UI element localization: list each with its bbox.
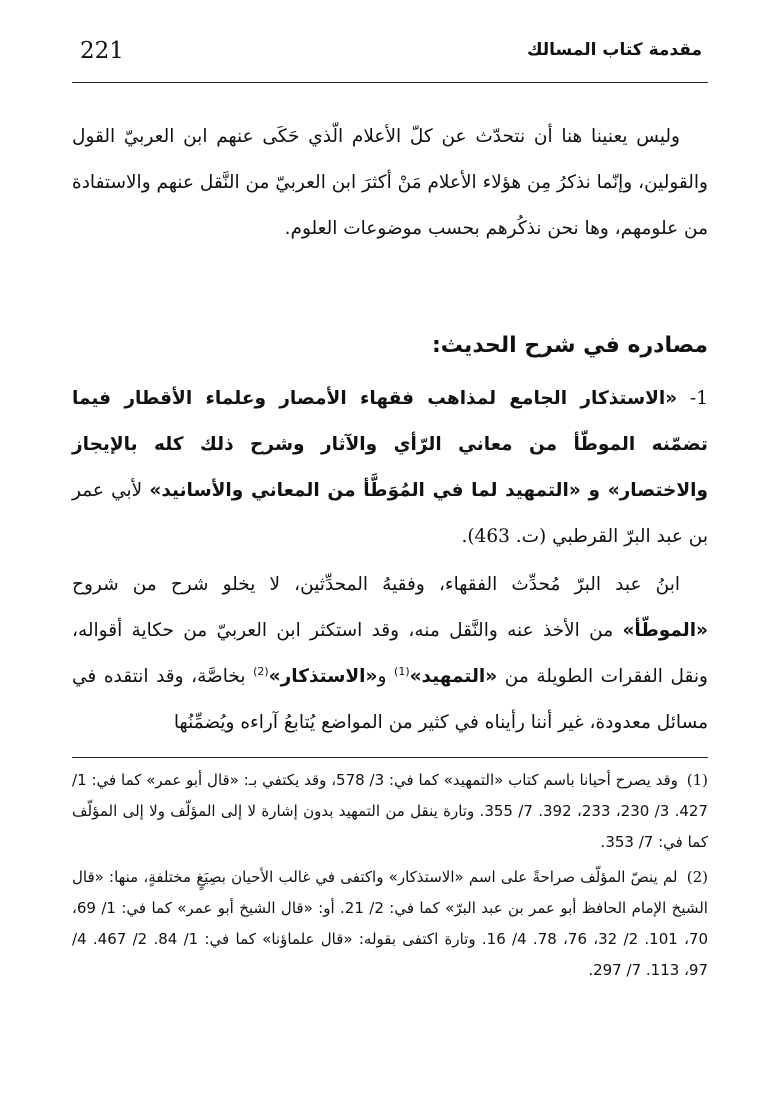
istidhkar-title: «الاستذكار»	[268, 666, 378, 687]
footnote-1	[72, 765, 708, 858]
ibn-paragraph-part1: ابنُ عبد البرّ مُحدِّث الفقهاء، وفقيهُ المحدِّثين، لا يخلو شرح من شروح	[72, 574, 680, 595]
intro-paragraph-text: وليس يعنينا هنا أن نتحدّث عن كلّ الأعلام الّذي حَكَى عنهم ابن العربيّ القول والقولين، وإنّما نذكرُ مِن هؤلاء الأعلام مَنْ أكثرَ ابن العربيّ من النَّقل عنهم والاستفادة من علومهم، وها نحن نذكُرهم بحسب موضوعات العلوم.	[72, 126, 708, 239]
footnote-marker: (2)	[686, 868, 708, 886]
ibn-paragraph-part3: بخاصَّة، وقد انتقده في مسائل معدودة، غير أننا رأيناه في كثير من المواضع يُتابعُ آراءه ويُضمِّنُها	[72, 666, 708, 733]
footnote-ref-2[interactable]: (2)	[253, 664, 269, 678]
ibn-abd-al-barr-paragraph	[72, 562, 708, 746]
intro-paragraph	[72, 114, 708, 252]
footnote-ref-1[interactable]: (1)	[394, 664, 410, 678]
section-heading: مصادره في شرح الحديث:	[431, 333, 708, 358]
footnote-2	[72, 862, 708, 986]
source-entry	[72, 376, 708, 560]
source-death-date: (ت. 463).	[461, 526, 547, 547]
tamhid-title: «التمهيد»	[409, 666, 498, 687]
source-titles: «الاستذكار الجامع لمذاهب فقهاء الأمصار وعلماء الأقطار فيما تضمّنه الموطّأ من معاني الرّأي والآثار وشرح ذلك كله بالإيجاز والاختصار» و «التمهيد لما في المُوَطَّأ من المعاني والأسانيد»	[72, 388, 708, 501]
book-page	[72, 30, 708, 1070]
ibn-paragraph-part2: من الأخذ عنه والنَّقل منه، وقد استكثر ابن العربيّ من حكاية أقواله، ونقل الفقرات الطويلة من	[72, 620, 708, 687]
footnote-divider	[72, 757, 708, 758]
source-author: لأبي عمر بن عبد البرّ القرطبي	[72, 480, 708, 547]
ibn-paragraph-and: و	[377, 666, 395, 687]
page-header	[72, 30, 708, 83]
muwatta-title: «الموطّأ»	[622, 620, 708, 641]
footnote-text: وقد يصرح أحيانا باسم كتاب «التمهيد» كما في: 3/ 578، وقد يكتفي بـ: «قال أبو عمر» كما في: 1/ 427. 3/ 230، 233، 392. 7/ 355. وتارة ينقل من التمهيد بدون إشارة لا إلى المؤلّف ولا إلى المؤلّف كما في: 7/ 353.	[72, 771, 708, 851]
footnote-marker: (1)	[686, 771, 708, 789]
running-title: مقدمة كتاب المسالك	[526, 40, 702, 60]
footnote-text: لم ينصّ المؤلّف صراحةً على اسم «الاستذكار» واكتفى في غالب الأحيان بصِيَغٍ مختلفةٍ، منها: «قال الشيخ الإمام الحافظ أبو عمر بن عبد البرّ» كما في: 2/ 21. أو: «قال الشيخ أبو عمر» كما في: 1/ 69، 70، 101. 2/ 32، 76، 78. 4/ 16. وتارة اكتفى بقوله: «قال علماؤنا» كما في: 1/ 84. 2/ 467. 4/ 97، 113. 7/ 297.	[72, 868, 709, 979]
source-number: 1-	[689, 388, 708, 409]
footnotes	[72, 765, 708, 990]
page-number: 221	[80, 38, 124, 64]
